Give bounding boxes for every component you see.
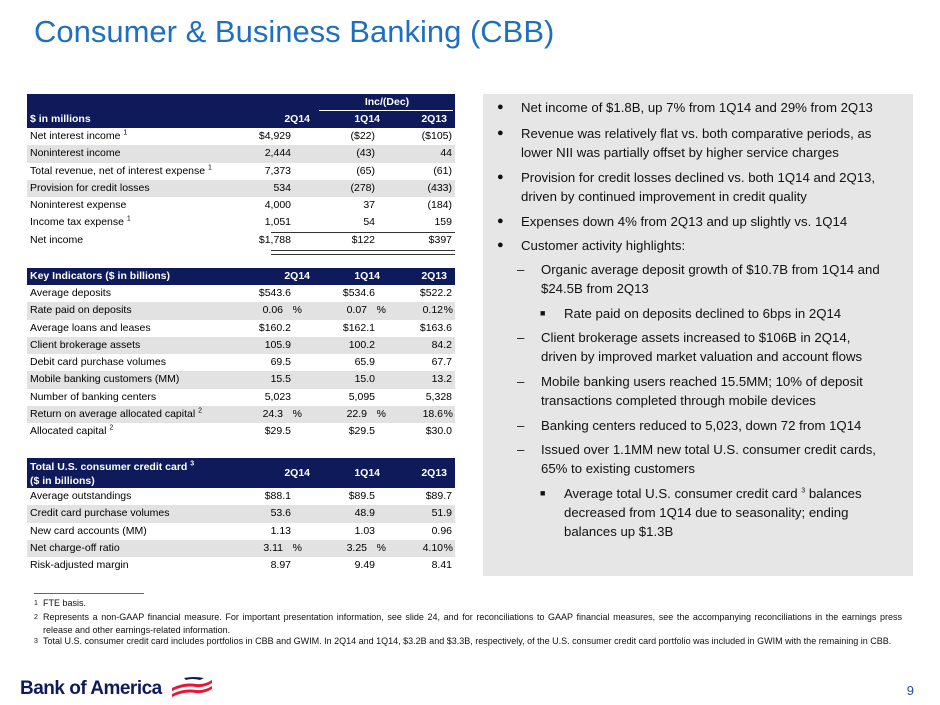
cell-value: 5,095 [348,390,375,403]
bullet-item [517,260,889,298]
bullet-text: Banking centers reduced to 5,023, down 72 from 1Q14 [541,418,862,433]
cell-value: 0.12 [422,304,443,317]
table-row [27,285,455,302]
cell-value: 8.97 [270,559,291,572]
row-label: Net charge-off ratio [30,541,120,554]
table-row [27,505,455,522]
table-row [27,214,455,231]
bullet-text: Revenue was relatively flat vs. both comparative periods, as lower NII was partially offset by higher service charges [521,126,872,160]
cell-value: (278) [350,181,375,194]
row-label: Net income [30,233,84,246]
cell-value: 9.49 [354,559,375,572]
cell-value: $89.7 [425,490,452,502]
bullet-item [517,440,889,478]
row-label: Client brokerage assets [30,338,141,351]
percent-sign: % [292,541,302,554]
row-label: Noninterest expense [30,199,127,212]
table-row [27,389,455,406]
table-row [27,145,455,162]
cell-value: 37 [363,199,375,212]
cell-value: 24.3 [262,408,283,421]
cell-value: 4.10 [422,541,443,554]
table-row [27,540,455,557]
table-row [27,320,455,337]
percent-sign: % [376,541,386,554]
cell-value: 159 [434,216,452,229]
bullet-item [497,168,892,206]
table-row [27,406,455,423]
table-row [27,337,455,354]
table-row [27,197,455,214]
footnote-number: 2 [34,614,38,621]
cell-value: $1,788 [258,233,291,246]
cell-value: $88.1 [264,490,291,502]
cell-value: ($22) [350,130,375,142]
footnote-divider [34,593,144,594]
percent-sign: % [292,408,302,421]
bullet-text: Issued over 1.1MM new total U.S. consumer credit cards, 65% to existing customers [541,442,876,476]
cell-value: 67.7 [431,356,452,369]
cell-value: 5,023 [264,390,291,403]
bullet-text: Client brokerage assets increased to $106B in 2Q14, driven by improved market valuation and account flows [541,330,863,364]
bullet-item [540,304,880,323]
subtotal-line [271,232,455,233]
row-label: Risk-adjusted margin [30,559,129,572]
percent-sign: % [376,408,386,421]
cell-value: $163.6 [419,321,452,334]
footnote-number: 3 [34,638,38,645]
table-row [27,423,455,440]
cell-value: 2,444 [264,147,291,160]
percent-sign: % [443,541,453,554]
table-row [27,354,455,371]
table-row [27,302,455,319]
bullet-square-icon: ■ [540,308,546,318]
bullet-text: Rate paid on deposits declined to 6bps in 2Q14 [564,306,842,321]
row-label: Provision for credit losses [30,181,150,194]
table-row [27,557,455,574]
bullet-item [497,98,892,117]
inc-dec-header: Inc/(Dec) [364,96,410,108]
row-label: Average deposits [30,287,111,299]
footnote [34,611,902,637]
cell-value: $162.1 [342,321,375,334]
cell-value: 13.2 [431,373,452,386]
percent-sign: % [292,304,302,317]
cell-value: 105.9 [264,338,291,351]
cell-value: 53.6 [270,507,291,520]
percent-sign: % [443,408,453,421]
cell-value: ($105) [421,130,452,142]
cell-value: 4,000 [264,199,291,212]
col-2q13: 2Q13 [421,467,447,479]
col-2q13: 2Q13 [421,113,447,125]
cell-value: 5,328 [425,390,452,403]
bullet-dash-icon: – [517,442,525,457]
cell-value: 1.03 [354,524,375,537]
cell-value: $534.6 [342,287,375,299]
bullet-text: Customer activity highlights: [521,238,686,253]
cell-value: 15.5 [270,373,291,386]
credit-card-table [27,458,455,574]
cell-value: 1.13 [270,524,291,537]
cell-value: 0.07 [346,304,367,317]
cell-value: 0.96 [431,524,452,537]
cell-value: 44 [440,147,452,160]
cell-value: 54 [363,216,375,229]
bullet-square-icon: ■ [540,488,546,498]
footnote-text: Total U.S. consumer credit card includes portfolios in CBB and GWIM. In 2Q14 and 1Q14, $3.2B and $3.3B, respectively, of the U.S. consumer credit card portfolio was included in GWIM with the remaining in CBB. [43,636,892,646]
key-indicators-header [27,268,455,285]
income-table [27,94,455,255]
credit-card-header [27,458,455,488]
cell-value: 65.9 [354,356,375,369]
cell-value: 22.9 [346,408,367,421]
cell-value: 534 [273,181,291,194]
col-1q14: 1Q14 [354,113,380,125]
cell-value: $160.2 [258,321,291,334]
row-label: Average loans and leases [30,321,151,334]
cell-value: 1,051 [264,216,291,229]
bullet-item [517,328,889,366]
bullet-dot-icon: ● [497,101,504,113]
cell-value: 48.9 [354,507,375,520]
income-table-header [27,94,455,128]
row-label: Income tax expense $^1$ [30,215,131,229]
bullet-item [540,484,885,541]
credit-card-title: Total U.S. consumer credit card $^3$ ($ in billions) [30,460,195,487]
col-2q14: 2Q14 [284,467,310,479]
row-label: New card accounts (MM) [30,524,147,537]
cell-value: $543.6 [258,287,291,299]
cell-value: $122 [351,233,375,246]
row-label: Return on average allocated capital $^2$ [30,407,203,421]
bullet-text: Organic average deposit growth of $10.7B from 1Q14 and $24.5B from 2Q13 [541,262,880,296]
key-indicators-table [27,268,455,441]
bullet-dot-icon: ● [497,215,504,227]
bullet-text: Expenses down 4% from 2Q13 and up slightly vs. 1Q14 [521,214,848,229]
col-2q14: 2Q14 [284,113,310,125]
bullet-item [497,212,892,231]
col-1q14: 1Q14 [354,467,380,479]
key-indicators-title: Key Indicators ($ in billions) [30,270,171,282]
row-label: Noninterest income [30,147,121,160]
bullet-item [517,416,889,435]
row-label: Total revenue, net of interest expense $^1$ [30,164,212,177]
bullet-dash-icon: – [517,418,525,433]
income-unit-header: $ in millions [30,113,91,125]
bullet-text: Net income of $1.8B, up 7% from 1Q14 and 29% from 2Q13 [521,100,873,115]
table-row [27,371,455,388]
table-row [27,488,455,505]
cell-value: $29.5 [264,425,291,438]
cell-value: $29.5 [348,425,375,438]
bullet-text: Mobile banking users reached 15.5MM; 10% of deposit transactions completed through mobile devices [541,374,863,408]
cell-value: (433) [427,181,452,194]
table-row [27,232,455,249]
table-row [27,163,455,180]
footnote [34,635,902,648]
percent-sign: % [376,304,386,317]
table-row [27,128,455,145]
cell-value: 100.2 [348,338,375,351]
cell-value: 3.25 [346,541,367,554]
cell-value: (43) [356,147,375,160]
col-2q13: 2Q13 [421,270,447,282]
row-label: Net interest income $^1$ [30,129,128,142]
bullet-dash-icon: – [517,262,525,277]
row-label: Average outstandings [30,490,132,502]
bullet-dot-icon: ● [497,171,504,183]
total-double-line [271,250,455,255]
row-label: Debit card purchase volumes [30,356,166,369]
col-1q14: 1Q14 [354,270,380,282]
footnote-text: FTE basis. [43,598,87,608]
cell-value: 51.9 [431,507,452,520]
cell-value: $522.2 [419,287,452,299]
footnote [34,597,902,610]
highlights-panel [483,94,913,576]
percent-sign: % [443,304,453,317]
cell-value: (65) [356,164,375,177]
page-number: 9 [906,683,914,698]
bullet-text: Average total U.S. consumer credit card $^3$ balances decreased from 1Q14 due to seasonality; ending balances up $1.3B [564,486,862,539]
cell-value: $89.5 [348,490,375,502]
col-2q14: 2Q14 [284,270,310,282]
bullet-text: Provision for credit losses declined vs. both 1Q14 and 2Q13, driven by continued improvement in credit quality [521,170,876,204]
cell-value: (61) [433,164,452,177]
row-label: Rate paid on deposits [30,304,132,317]
bullet-item [497,236,892,255]
cell-value: 15.0 [354,373,375,386]
table-row [27,523,455,540]
cell-value: $397 [428,233,452,246]
cell-value: (184) [427,199,452,212]
cell-value: 0.06 [262,304,283,317]
bullet-item [497,124,892,162]
row-label: Allocated capital $^2$ [30,424,114,438]
bullet-dot-icon: ● [497,127,504,139]
page-title: Consumer & Business Banking (CBB) [34,14,555,49]
cell-value: 18.6 [422,408,443,421]
table-row [27,180,455,197]
footnote-text: Represents a non-GAAP financial measure. For important presentation information, see slide 24, and for reconciliations to GAAP financial measures, see the accompanying reconciliations in the earnings press release and other earnings-related information. [43,612,902,635]
cell-value: $4,929 [258,130,291,142]
bullet-dash-icon: – [517,374,525,389]
flag-icon [170,676,214,698]
cell-value: $30.0 [425,425,452,438]
row-label: Number of banking centers [30,390,157,403]
cell-value: 69.5 [270,356,291,369]
cell-value: 7,373 [264,164,291,177]
row-label: Mobile banking customers (MM) [30,373,180,386]
bullet-dot-icon: ● [497,239,504,251]
bullet-dash-icon: – [517,330,525,345]
cell-value: 3.11 [263,541,283,554]
cell-value: 8.41 [431,559,452,572]
bullet-item [517,372,889,410]
row-label: Credit card purchase volumes [30,507,170,520]
cell-value: 84.2 [431,338,452,351]
footnote-number: 1 [34,600,38,607]
